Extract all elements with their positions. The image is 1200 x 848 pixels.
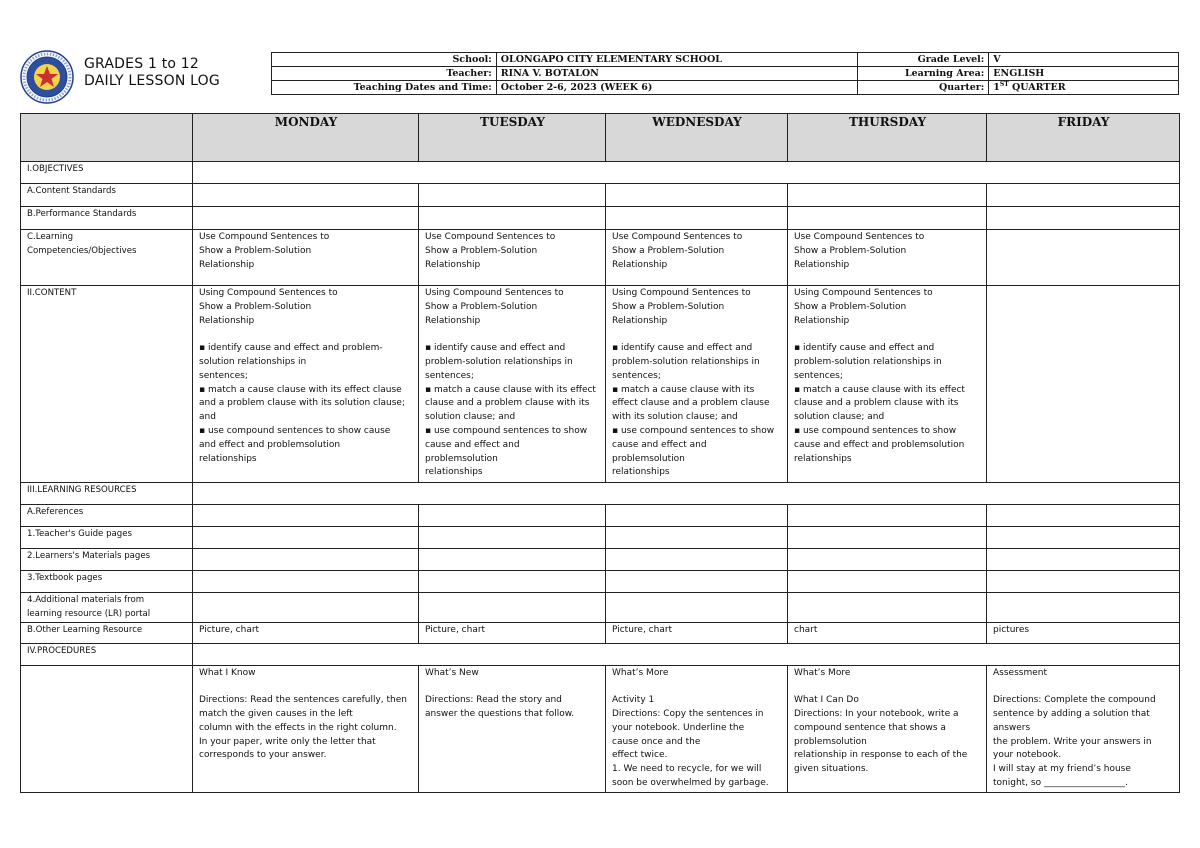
other-resource-monday: Picture, chart [193,622,419,643]
content-standards-row [21,184,1180,207]
objectives-label: I.OBJECTIVES [21,162,193,184]
day-header-tuesday: TUESDAY [419,114,606,162]
lesson-log-table [20,113,1180,793]
table-cell [788,505,987,527]
resources-row [21,483,1180,505]
table-cell [419,593,606,623]
table-cell [419,571,606,593]
table-cell [606,207,788,230]
quarter-label: Quarter: [858,81,989,95]
competency-friday [987,230,1180,286]
school-label: School: [272,53,497,67]
competency-tuesday: Use Compound Sentences to Show a Problem-Solution Relationship [419,230,606,286]
other-resource-tuesday: Picture, chart [419,622,606,643]
table-cell [193,527,419,549]
day-header-row [21,114,1180,162]
dates-value: October 2-6, 2023 (WEEK 6) [496,81,858,95]
quarter-value [989,81,1179,95]
procedure-tuesday: What’s New Directions: Read the story and answer the questions that follow. [419,665,606,792]
other-resource-wednesday: Picture, chart [606,622,788,643]
content-label: II.CONTENT [21,286,193,483]
day-header-thursday: THURSDAY [788,114,987,162]
day-header-monday: MONDAY [193,114,419,162]
table-cell [606,549,788,571]
title-line-1: GRADES 1 to 12 [84,56,200,72]
other-resources-row [21,622,1180,643]
competency-monday: Use Compound Sentences to Show a Problem-Solution Relationship [193,230,419,286]
procedure-friday: Assessment Directions: Complete the compound sentence by adding a solution that answers the problem. Write your answers in your notebook. I will stay at my friend’s house tonight, so __________________. [987,665,1180,792]
tg-pages-row [21,527,1180,549]
grade-level-value: V [989,53,1179,67]
textbook-row [21,571,1180,593]
other-resources-label: B.Other Learning Resource [21,622,193,643]
dates-label: Teaching Dates and Time: [272,81,497,95]
table-cell [788,527,987,549]
procedures-span-cell [193,643,1180,665]
other-resource-friday: pictures [987,622,1180,643]
content-tuesday: Using Compound Sentences to Show a Problem-Solution Relationship ▪ identify cause and effect and problem-solution relationships in sentences; ▪ match a cause clause with its effect clause and a problem clause with its solution clause; and ▪ use compound sentences to show cause and effect and problemsolution relationships [419,286,606,483]
learning-area-value: ENGLISH [989,67,1179,81]
table-cell [788,184,987,207]
content-standards-label: A.Content Standards [21,184,193,207]
procedure-wednesday: What’s More Activity 1 Directions: Copy the sentences in your notebook. Underline the cause once and the effect twice. 1. We need to recycle, for we will soon be overwhelmed by garbage. [606,665,788,792]
performance-standards-row [21,207,1180,230]
table-cell [987,184,1180,207]
quarter-suffix: ST [999,81,1009,89]
table-cell [193,549,419,571]
table-cell [987,593,1180,623]
resources-span-cell [193,483,1180,505]
title-line-2: DAILY LESSON LOG [84,73,220,89]
procedure-monday: What I Know Directions: Read the sentences carefully, then match the given causes in the left column with the effects in the right column. In your paper, write only the letter that corresponds to your answer. [193,665,419,792]
table-cell [987,527,1180,549]
table-cell [606,571,788,593]
lm-pages-label: 2.Learners's Materials pages [21,549,193,571]
info-table [271,52,1179,95]
table-cell [606,593,788,623]
table-cell [419,549,606,571]
table-cell [987,505,1180,527]
procedures-row [21,643,1180,665]
day-header-wednesday: WEDNESDAY [606,114,788,162]
additional-materials-row [21,593,1180,623]
competencies-label: C.Learning Competencies/Objectives [21,230,193,286]
table-cell [606,184,788,207]
table-cell [788,571,987,593]
objectives-row [21,162,1180,184]
deped-seal-icon [20,50,74,104]
references-row [21,505,1180,527]
other-resource-thursday: chart [788,622,987,643]
teacher-value: RINA V. BOTALON [496,67,858,81]
table-cell [193,571,419,593]
table-cell [193,207,419,230]
objectives-span-cell [193,162,1180,184]
table-cell [419,527,606,549]
performance-standards-label: B.Performance Standards [21,207,193,230]
quarter-text: QUARTER [1008,82,1066,94]
table-cell [419,505,606,527]
table-cell [788,593,987,623]
competency-wednesday: Use Compound Sentences to Show a Problem-Solution Relationship [606,230,788,286]
references-label: A.References [21,505,193,527]
procedure-details-row [21,665,1180,792]
table-cell [193,593,419,623]
content-thursday: Using Compound Sentences to Show a Problem-Solution Relationship ▪ identify cause and effect and problem-solution relationships in sentences; ▪ match a cause clause with its effect clause and a problem clause with its solution clause; and ▪ use compound sentences to show cause and effect and problemsolution relationships [788,286,987,483]
table-cell [419,207,606,230]
teacher-label: Teacher: [272,67,497,81]
procedure-thursday: What’s More What I Can Do Directions: In your notebook, write a compound sentence that shows a problemsolution relationship in response to each of the given situations. [788,665,987,792]
content-wednesday: Using Compound Sentences to Show a Problem-Solution Relationship ▪ identify cause and effect and problem-solution relationships in sentences; ▪ match a cause clause with its effect clause and a problem clause with its solution clause; and ▪ use compound sentences to show cause and effect and problemsolution relationships [606,286,788,483]
document-title [84,56,220,90]
table-cell [193,505,419,527]
competency-thursday: Use Compound Sentences to Show a Problem-Solution Relationship [788,230,987,286]
table-cell [987,571,1180,593]
tg-pages-label: 1.Teacher's Guide pages [21,527,193,549]
day-header-friday: FRIDAY [987,114,1180,162]
additional-materials-label: 4.Additional materials from learning resource (LR) portal [21,593,193,623]
procedures-label: IV.PROCEDURES [21,643,193,665]
table-cell [788,549,987,571]
table-cell [606,505,788,527]
table-cell [987,549,1180,571]
textbook-label: 3.Textbook pages [21,571,193,593]
table-cell [788,207,987,230]
grade-level-label: Grade Level: [858,53,989,67]
lm-pages-row [21,549,1180,571]
quarter-number: 1 [993,82,1000,94]
learning-area-label: Learning Area: [858,67,989,81]
table-cell [193,184,419,207]
procedure-details-label [21,665,193,792]
table-cell [606,527,788,549]
table-cell [419,184,606,207]
content-monday: Using Compound Sentences to Show a Problem-Solution Relationship ▪ identify cause and effect and problem- solution relationships in sentences; ▪ match a cause clause with its effect clause and a problem clause with its solution clause; and ▪ use compound sentences to show cause and effect and problemsolution relationships [193,286,419,483]
competencies-row [21,230,1180,286]
school-value: OLONGAPO CITY ELEMENTARY SCHOOL [496,53,858,67]
content-row [21,286,1180,483]
corner-cell [21,114,193,162]
content-friday [987,286,1180,483]
resources-label: III.LEARNING RESOURCES [21,483,193,505]
table-cell [987,207,1180,230]
